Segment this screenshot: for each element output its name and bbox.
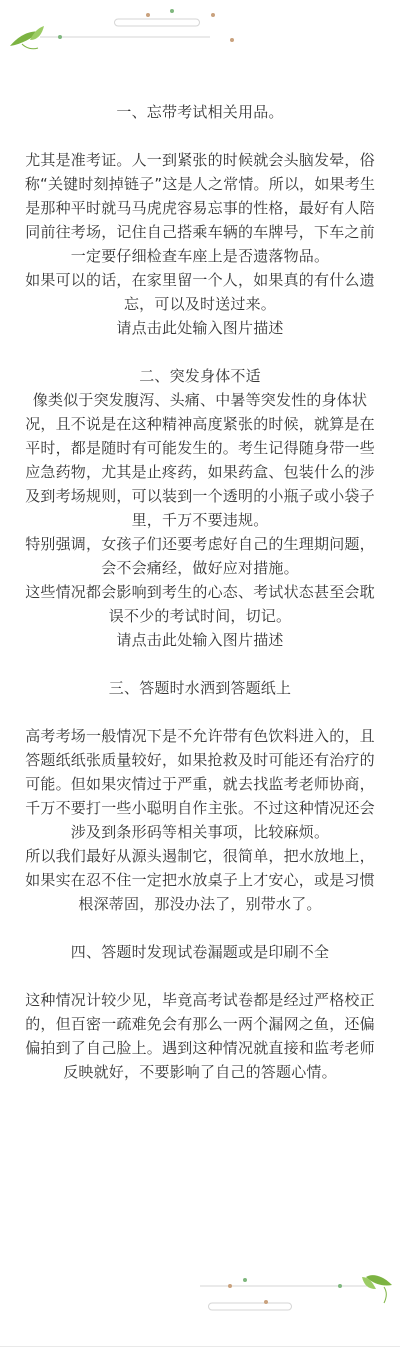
dot-icon <box>228 1284 232 1288</box>
paragraph: 这种情况计较少见，毕竟高考试卷都是经过严格校正的，但百密一疏难免会有那么一两个漏网之鱼，还偏偏拍到了自己脸上。遇到这种情况就直接和监考老师反映就好，不要影响了自己的答题心情。 <box>25 991 375 1081</box>
paragraph: 尤其是准考证。人一到紧张的时候就会头脑发晕，俗称“关键时刻掉链子”这是人之常情。所以，如果考生是那种平时就马马虎虎容易忘事的性格，最好有人陪同前往考场，记住自己搭乘车辆的车牌号，下车之前一定要仔细检查车座上是否遗落物品。 <box>24 151 376 265</box>
leaf-icon <box>10 26 44 49</box>
article-body <box>22 100 378 1084</box>
paragraph: 如果可以的话，在家里留一个人，如果真的有什么遗忘，可以及时送过来。 <box>25 271 375 313</box>
bottom-divider <box>0 1346 400 1347</box>
section-heading: 二、突发身体不适 <box>139 367 261 385</box>
paragraph: 这些情况都会影响到考生的心态、考试状态甚至会耽误不少的考试时间，切记。 <box>25 583 375 625</box>
section-heading: 三、答题时水洒到答题纸上 <box>108 679 292 697</box>
paragraph: 高考考场一般情况下是不允许带有色饮料进入的，且答题纸纸张质量较好，如果抢救及时可能还有治疗的可能。但如果灾情过于严重，就去找监考老师协商，千万不要打一些小聪明自作主张。不过这种情况还会涉及到条形码等相关事项，比较麻烦。 <box>25 727 375 841</box>
image-caption[interactable]: 请点击此处输入图片描述 <box>116 631 284 649</box>
bottom-decoration <box>0 1265 400 1315</box>
top-decoration <box>0 0 400 60</box>
section-heading: 四、答题时发现试卷漏题或是印刷不全 <box>70 943 330 961</box>
paragraph: 所以我们最好从源头遏制它，很简单，把水放地上，如果实在忍不住一定把水放桌子上才安心，或是习惯根深蒂固，那没办法了，别带水了。 <box>25 847 375 913</box>
dot-icon <box>58 35 62 39</box>
image-caption[interactable]: 请点击此处输入图片描述 <box>116 319 284 337</box>
paragraph: 像类似于突发腹泻、头痛、中暑等突发性的身体状况，且不说是在这种精神高度紧张的时候，就算是在平时，都是随时有可能发生的。考生记得随身带一些应急药物，尤其是止疼药，如果药盒、包装什么的涉及到考场规则，可以装到一个透明的小瓶子或小袋子里，千万不要违规。 <box>25 391 375 529</box>
paragraph: 特别强调，女孩子们还要考虑好自己的生理期问题，会不会痛经，做好应对措施。 <box>25 535 375 577</box>
leaf-icon <box>362 1275 392 1303</box>
section-heading: 一、忘带考试相关用品。 <box>116 103 284 121</box>
